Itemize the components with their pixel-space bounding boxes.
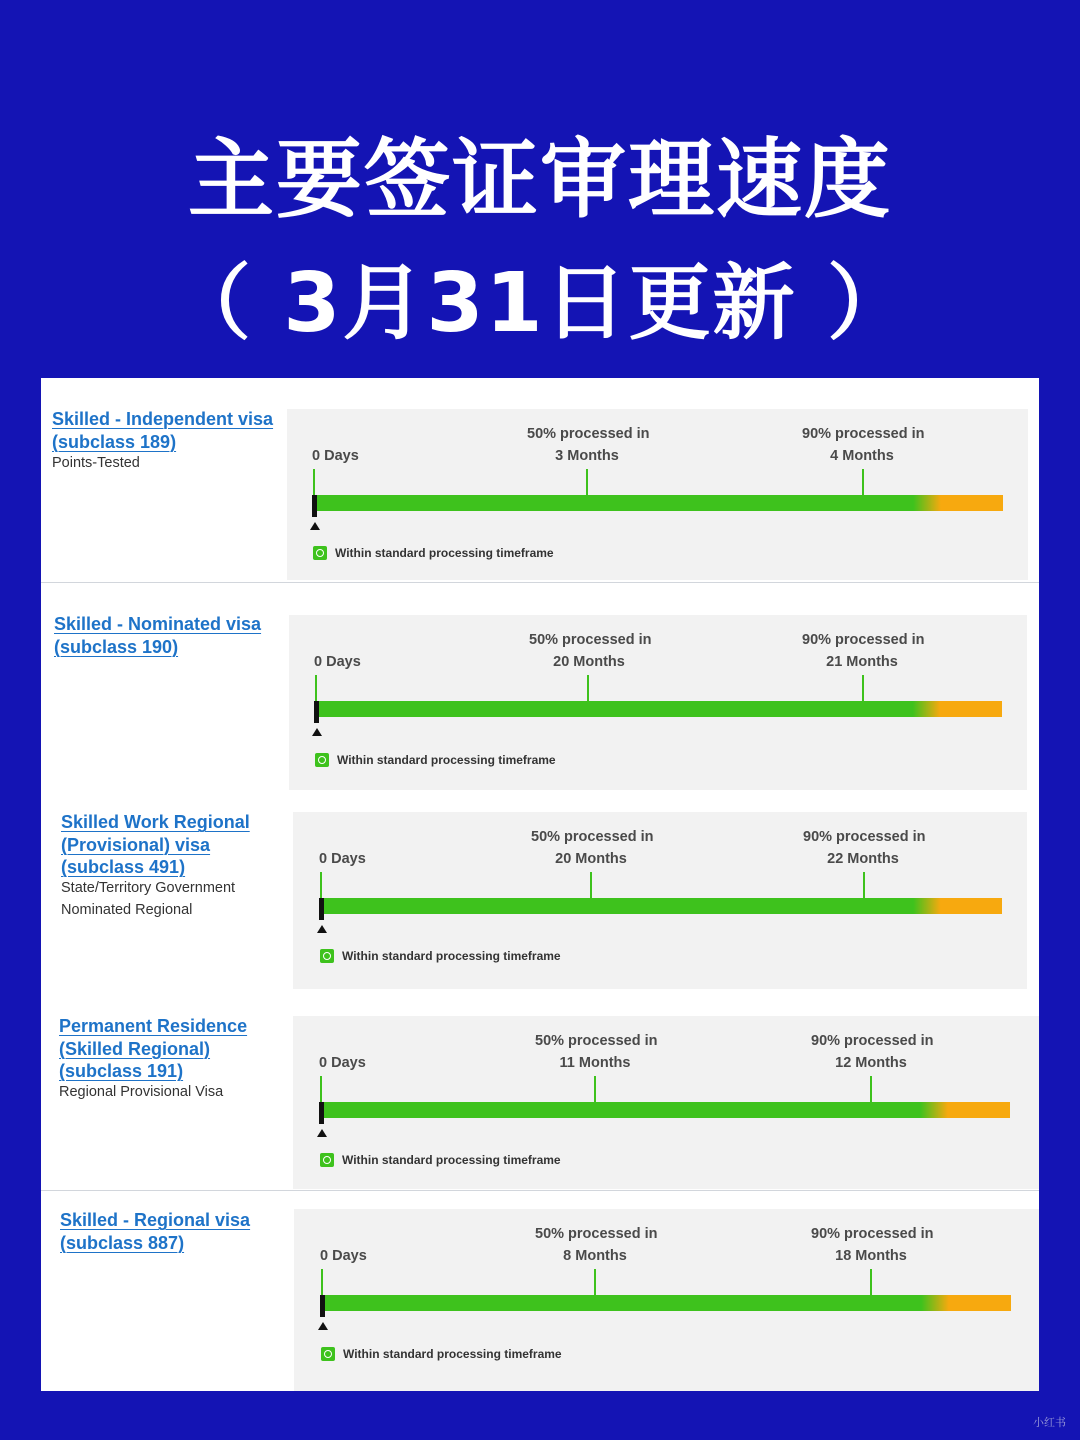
visa-name-line[interactable]: (subclass 887) <box>60 1232 185 1253</box>
visa-link-191[interactable] <box>59 1015 284 1083</box>
clock-icon <box>313 546 327 560</box>
clock-icon <box>320 1153 334 1167</box>
timeline-current-marker <box>314 701 319 723</box>
p90-tick <box>870 1269 872 1296</box>
watermark: 小红书 <box>1033 1416 1066 1429</box>
visa-name-line[interactable]: Skilled - Independent visa <box>52 409 274 429</box>
visa-name-line[interactable]: (subclass 190) <box>54 636 179 657</box>
timeline-start-line <box>315 675 317 703</box>
zero-days-label: 0 Days <box>320 1248 367 1264</box>
p90-label <box>802 630 925 673</box>
p50-label <box>531 827 654 870</box>
visa-row-190 <box>41 583 1039 788</box>
visa-row-887 <box>41 1191 1039 1391</box>
p90-value: 4 Months <box>830 447 894 464</box>
timeline-current-marker <box>319 1102 324 1124</box>
p50-value: 20 Months <box>553 653 625 670</box>
timeline-start-line <box>320 1076 322 1104</box>
p50-label <box>527 424 650 467</box>
current-position-arrow-icon <box>312 728 322 736</box>
visa-name-line[interactable]: Permanent Residence <box>59 1016 248 1036</box>
p90-tick <box>862 469 864 496</box>
p90-tick <box>870 1076 872 1103</box>
p50-label <box>535 1224 658 1267</box>
p90-heading: 90% processed in <box>802 632 925 648</box>
p50-value: 8 Months <box>563 1247 627 1264</box>
p90-heading: 90% processed in <box>803 829 926 845</box>
processing-timeline <box>293 1016 1039 1189</box>
legend-text: Within standard processing timeframe <box>335 546 554 560</box>
current-position-arrow-icon <box>310 522 320 530</box>
timeline-current-marker <box>312 495 317 517</box>
p50-value: 11 Months <box>559 1054 631 1071</box>
page-subtitle-date: （ 3月31日更新 ） <box>168 256 912 351</box>
p90-value: 12 Months <box>835 1054 907 1071</box>
visa-name-line[interactable]: (Provisional) visa <box>61 834 211 855</box>
timeline-start-line <box>320 872 322 900</box>
p90-label <box>802 424 925 467</box>
visa-row-491 <box>41 788 1039 993</box>
p50-tick <box>594 1269 596 1296</box>
zero-days-label: 0 Days <box>312 448 359 464</box>
p50-value: 3 Months <box>555 447 619 464</box>
visa-name-line[interactable]: (Skilled Regional) <box>59 1038 211 1059</box>
zero-days-label: 0 Days <box>314 654 361 670</box>
current-position-arrow-icon <box>317 925 327 933</box>
p50-heading: 50% processed in <box>535 1226 658 1242</box>
processing-timeline <box>287 409 1028 580</box>
visa-link-887[interactable] <box>60 1209 285 1254</box>
p90-heading: 90% processed in <box>811 1033 934 1049</box>
current-position-arrow-icon <box>318 1322 328 1330</box>
p50-heading: 50% processed in <box>527 426 650 442</box>
visa-subtitle: State/Territory Government Nominated Regional <box>61 880 236 918</box>
legend-text: Within standard processing timeframe <box>342 949 561 963</box>
p50-tick <box>586 469 588 496</box>
zero-days-label: 0 Days <box>319 1055 366 1071</box>
p50-tick <box>590 872 592 899</box>
p50-heading: 50% processed in <box>529 632 652 648</box>
p50-tick <box>594 1076 596 1103</box>
legend-text: Within standard processing timeframe <box>337 753 556 767</box>
p50-label <box>529 630 652 673</box>
processing-bar <box>315 701 1002 717</box>
p90-label <box>811 1031 934 1074</box>
timeline-current-marker <box>319 898 324 920</box>
p90-value: 22 Months <box>827 850 899 867</box>
timeline-current-marker <box>320 1295 325 1317</box>
p90-value: 18 Months <box>835 1247 907 1264</box>
visa-link-189[interactable] <box>52 408 277 453</box>
visa-link-491[interactable] <box>61 811 286 879</box>
clock-icon <box>320 949 334 963</box>
processing-timeline <box>293 812 1027 989</box>
p90-value: 21 Months <box>826 653 898 670</box>
visa-name-line[interactable]: Skilled - Nominated visa <box>54 614 262 634</box>
p90-tick <box>863 872 865 899</box>
visa-name-line[interactable]: (subclass 191) <box>59 1061 184 1081</box>
visa-name-line[interactable]: (subclass 491) <box>61 857 186 877</box>
legend-text: Within standard processing timeframe <box>342 1153 561 1167</box>
p90-label <box>811 1224 934 1267</box>
processing-bar <box>320 898 1002 914</box>
legend-text: Within standard processing timeframe <box>343 1347 562 1361</box>
page-title: 主要签证审理速度 <box>188 130 892 230</box>
timeline-start-line <box>313 469 315 497</box>
clock-icon <box>315 753 329 767</box>
zero-days-label: 0 Days <box>319 851 366 867</box>
current-position-arrow-icon <box>317 1129 327 1137</box>
p50-tick <box>587 675 589 702</box>
visa-name-line[interactable]: Skilled - Regional visa <box>60 1210 251 1230</box>
processing-bar <box>313 495 1003 511</box>
processing-timeline <box>289 615 1027 790</box>
timeline-start-line <box>321 1269 323 1297</box>
processing-times-panel <box>41 378 1039 1391</box>
processing-timeline <box>294 1209 1039 1391</box>
clock-icon <box>321 1347 335 1361</box>
p90-heading: 90% processed in <box>811 1226 934 1242</box>
visa-subtitle: Points-Tested <box>52 455 140 471</box>
visa-row-191 <box>41 993 1039 1190</box>
p90-label <box>803 827 926 870</box>
p90-heading: 90% processed in <box>802 426 925 442</box>
p50-value: 20 Months <box>555 850 627 867</box>
p50-heading: 50% processed in <box>531 829 654 845</box>
processing-bar <box>321 1295 1011 1311</box>
processing-bar <box>320 1102 1010 1118</box>
visa-row-189 <box>41 378 1039 583</box>
visa-link-190[interactable] <box>54 613 279 658</box>
visa-subtitle: Regional Provisional Visa <box>59 1084 224 1100</box>
visa-name-line[interactable]: Skilled Work Regional <box>61 812 250 832</box>
p50-label <box>535 1031 658 1074</box>
p50-heading: 50% processed in <box>535 1033 658 1049</box>
p90-tick <box>862 675 864 702</box>
visa-name-line[interactable]: (subclass 189) <box>52 431 177 452</box>
